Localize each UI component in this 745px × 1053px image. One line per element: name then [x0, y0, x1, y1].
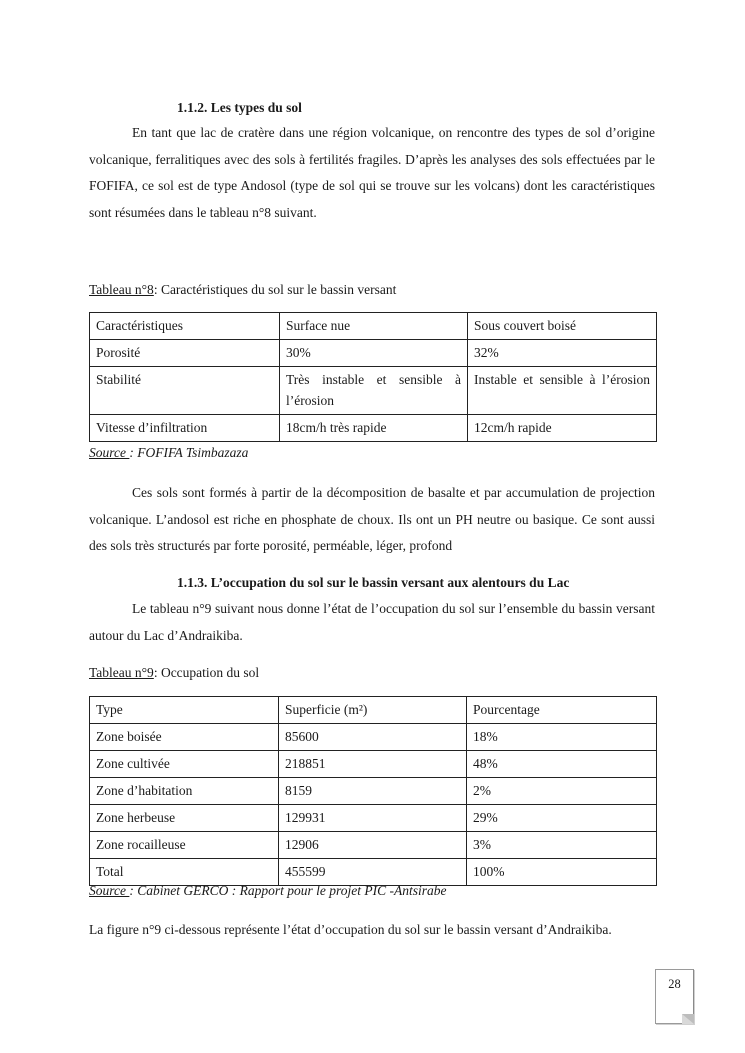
page-number-box: [655, 969, 694, 1024]
table-cell: Zone d’habitation: [90, 778, 279, 805]
table-cell: 2%: [467, 778, 657, 805]
table8-source: [89, 445, 248, 461]
table-cell: 85600: [279, 724, 467, 751]
table-cell: 32%: [468, 340, 657, 367]
table8-caption-text: : Caractéristiques du sol sur le bassin versant: [153, 282, 397, 297]
table9-source: [89, 883, 446, 899]
table-cell: 100%: [467, 859, 657, 886]
table8-caption: [89, 282, 396, 298]
table9-caption-text: : Occupation du sol: [153, 665, 260, 680]
table-cell: Total: [90, 859, 279, 886]
table-cell: Zone cultivée: [90, 751, 279, 778]
table-header-cell: Superficie (m²): [279, 697, 467, 724]
table-cell: Vitesse d’infiltration: [90, 415, 280, 442]
table-cell: Zone herbeuse: [90, 805, 279, 832]
table-cell: 30%: [280, 340, 468, 367]
table-cell: 48%: [467, 751, 657, 778]
table-cell: 29%: [467, 805, 657, 832]
table-header-cell: Type: [90, 697, 279, 724]
table9-source-text: : Cabinet GERCO : Rapport pour le projet PIC -Antsirabe: [129, 883, 447, 898]
table-cell: 18cm/h très rapide: [280, 415, 468, 442]
table-cell: Zone boisée: [90, 724, 279, 751]
page-number: 28: [668, 977, 681, 991]
table-header-cell: Pourcentage: [467, 697, 657, 724]
table-cell: 8159: [279, 778, 467, 805]
table-cell: 18%: [467, 724, 657, 751]
figure-intro-paragraph: La figure n°9 ci-dessous représente l’état d’occupation du sol sur le bassin versant d’Andraikiba.: [89, 922, 612, 937]
table-row: [90, 415, 657, 442]
land-use-table: [89, 696, 657, 886]
table-header-row: [90, 313, 657, 340]
table-row: [90, 340, 657, 367]
table-row: [90, 751, 657, 778]
table-cell: 12cm/h rapide: [468, 415, 657, 442]
table-row: [90, 724, 657, 751]
table-cell: 218851: [279, 751, 467, 778]
soil-types-paragraph: En tant que lac de cratère dans une région volcanique, on rencontre des types de sol d’origine volcanique, ferralitiques avec des sols à fertilités fragiles. D’après les analyses des sols effectuées par le FOFIFA, ce sol est de type Andosol (type de sol qui se trouve sur les volcans) dont les caractéristiques sont résumées dans le tableau n°8 suivant.: [89, 125, 655, 220]
table9-caption-label: Tableau n°9: [89, 665, 154, 680]
table-row: [90, 367, 657, 415]
table-cell: Stabilité: [90, 367, 280, 415]
table-cell: 3%: [467, 832, 657, 859]
table8-caption-label: Tableau n°8: [89, 282, 154, 297]
table-cell: Instable et sensible à l’érosion: [468, 367, 657, 415]
table-header-cell: Surface nue: [280, 313, 468, 340]
section-heading-soil-types: 1.1.2. Les types du sol: [177, 100, 302, 115]
table-header-row: [90, 697, 657, 724]
andosol-paragraph: Ces sols sont formés à partir de la décomposition de basalte et par accumulation de projection volcanique. L’andosol est riche en phosphate de choux. Ils ont un PH neutre ou basique. Ce sont aussi des sols très structurés par forte porosité, perméable, léger, profond: [89, 485, 655, 553]
table9-source-label: Source: [89, 883, 130, 898]
table-cell: 129931: [279, 805, 467, 832]
table-header-cell: Sous couvert boisé: [468, 313, 657, 340]
table-row-total: [90, 859, 657, 886]
table-cell: 12906: [279, 832, 467, 859]
section-heading-land-use: 1.1.3. L’occupation du sol sur le bassin versant aux alentours du Lac: [177, 575, 570, 590]
soil-characteristics-table: [89, 312, 657, 442]
table-row: [90, 805, 657, 832]
table-row: [90, 778, 657, 805]
table8-source-text: : FOFIFA Tsimbazaza: [129, 445, 249, 460]
table-cell: Très instable et sensible à l’érosion: [280, 367, 468, 415]
page-curl-icon: [682, 1014, 694, 1024]
table-row: [90, 832, 657, 859]
table-cell: Porosité: [90, 340, 280, 367]
table9-caption: [89, 665, 259, 681]
table-header-cell: Caractéristiques: [90, 313, 280, 340]
table-cell: 455599: [279, 859, 467, 886]
land-use-paragraph: Le tableau n°9 suivant nous donne l’état de l’occupation du sol sur l’ensemble du bassin versant autour du Lac d’Andraikiba.: [89, 601, 655, 643]
table-cell: Zone rocailleuse: [90, 832, 279, 859]
table8-source-label: Source: [89, 445, 130, 460]
